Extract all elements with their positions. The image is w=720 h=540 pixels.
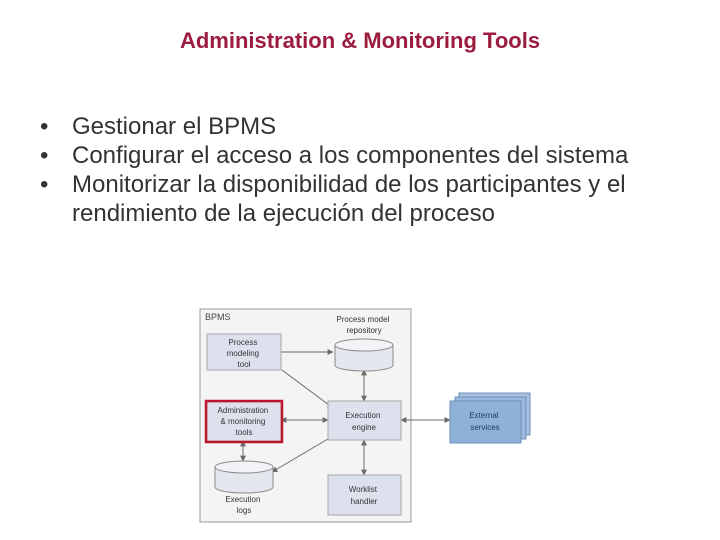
execution-engine-label: Execution engine bbox=[345, 411, 381, 432]
worklist-handler-box bbox=[328, 475, 401, 515]
execution-logs-cylinder bbox=[215, 461, 273, 493]
process-model-repository-cylinder bbox=[335, 339, 393, 371]
bullet-text: Monitorizar la disponibilidad de los participantes y el rendimiento de la ejecución del proceso bbox=[72, 171, 626, 227]
execution-engine-box bbox=[328, 401, 401, 440]
bpms-label: BPMS bbox=[205, 312, 231, 322]
slide-title: Administration & Monitoring Tools bbox=[179, 28, 541, 53]
admin-monitoring-tools-label: Administration & monitoring tools bbox=[217, 406, 269, 437]
worklist-handler-label: Worklist handler bbox=[348, 485, 378, 506]
bullet-marker: • bbox=[40, 142, 49, 169]
process-modeling-tool-label: Process modeling tool bbox=[226, 338, 260, 369]
bullet-text: Gestionar el BPMS bbox=[72, 113, 277, 140]
bullet-marker: • bbox=[40, 113, 49, 140]
execution-logs-label: Execution logs bbox=[225, 495, 261, 515]
bullet-marker: • bbox=[40, 171, 49, 198]
process-model-repository-label: Process model repository bbox=[336, 315, 390, 335]
external-services-label: External services bbox=[469, 411, 500, 432]
bullet-text: Configurar el acceso a los componentes del sistema bbox=[72, 142, 629, 169]
